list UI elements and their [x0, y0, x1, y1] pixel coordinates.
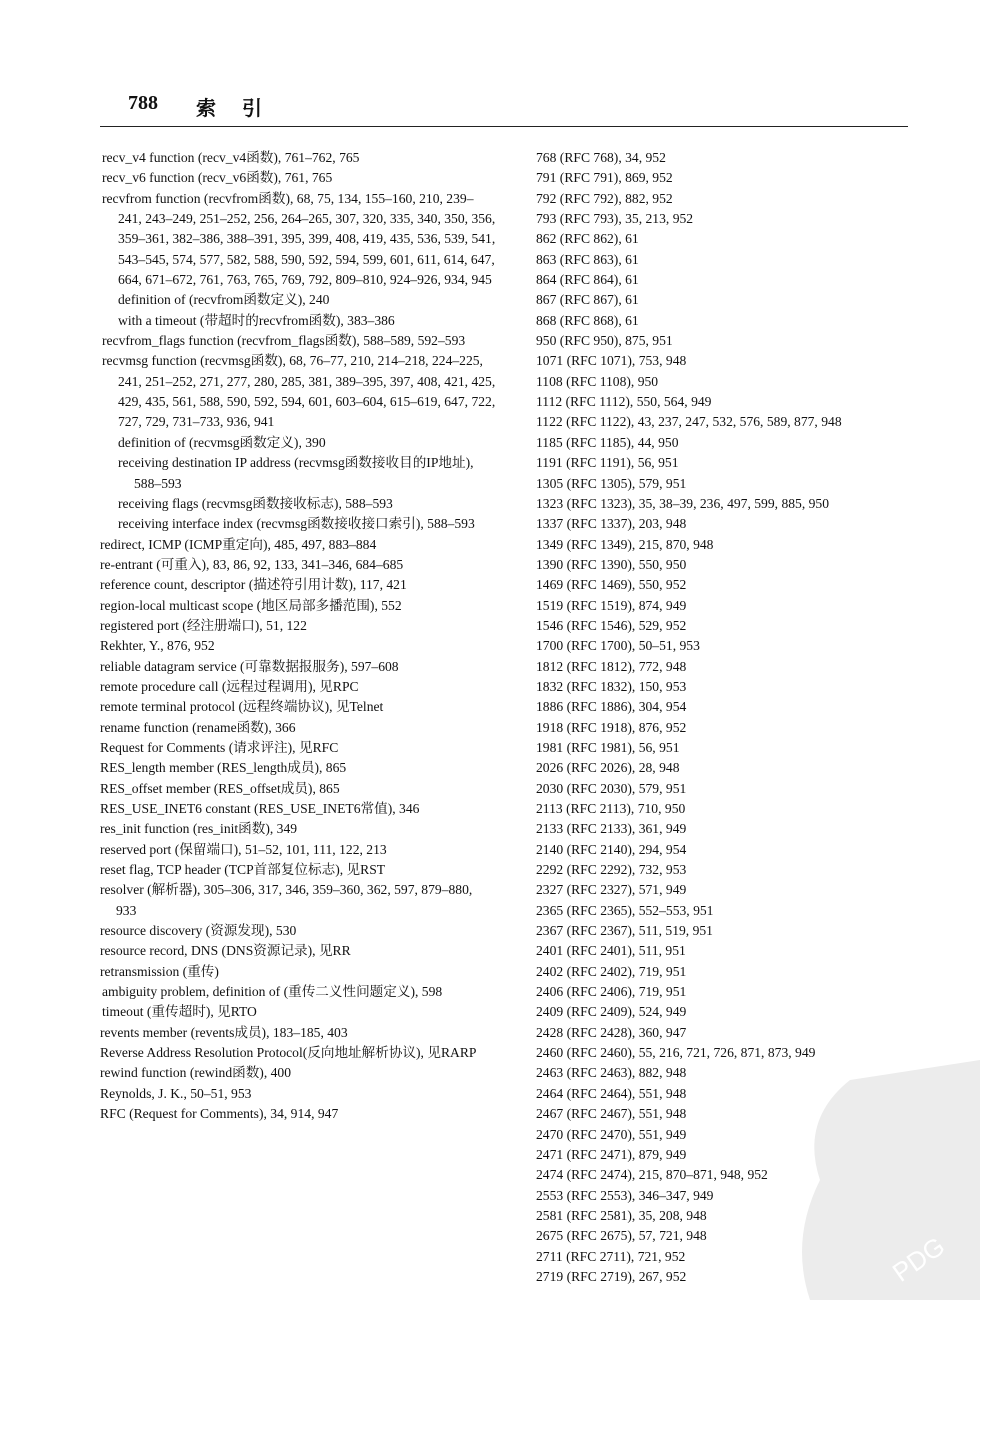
rfc-entry: 1390 (RFC 1390), 550, 950 — [536, 556, 687, 572]
index-entry: revents member (revents成员), 183–185, 403 — [100, 1024, 348, 1040]
index-entry: reserved port (保留端口), 51–52, 101, 111, 122, 213 — [100, 841, 387, 857]
rfc-entry: 867 (RFC 867), 61 — [536, 292, 639, 308]
index-entry: Rekhter, Y., 876, 952 — [100, 638, 215, 654]
rfc-entry: 2470 (RFC 2470), 551, 949 — [536, 1126, 687, 1142]
index-entry: remote terminal protocol (远程终端协议), 见Telnet — [100, 699, 384, 715]
rfc-entry: 1546 (RFC 1546), 529, 952 — [536, 617, 687, 633]
index-entry: receiving destination IP address (recvmsg函数接收目的IP地址), 588–593 — [118, 455, 474, 491]
index-entry: resource discovery (资源发现), 530 — [100, 923, 297, 939]
rfc-entry: 863 (RFC 863), 61 — [536, 251, 639, 267]
rfc-entry: 1812 (RFC 1812), 772, 948 — [536, 658, 687, 674]
page-number: 788 — [128, 92, 158, 114]
rfc-entry: 2367 (RFC 2367), 511, 519, 951 — [536, 923, 713, 939]
index-entry: reference count, descriptor (描述符引用计数), 117, 421 — [100, 577, 407, 593]
index-entry: ambiguity problem, definition of (重传二义性问题定义), 598 — [102, 984, 443, 1000]
rfc-entry: 1886 (RFC 1886), 304, 954 — [536, 699, 687, 715]
index-entry: rewind function (rewind函数), 400 — [100, 1065, 292, 1081]
index-entry: receiving flags (recvmsg函数接收标志), 588–593 — [118, 495, 393, 511]
rfc-entry: 2401 (RFC 2401), 511, 951 — [536, 943, 686, 959]
page-title: 索引 — [196, 98, 288, 120]
index-entry: res_init function (res_init函数), 349 — [100, 821, 298, 837]
watermark-seal — [780, 1060, 980, 1300]
index-entry: RFC (Request for Comments), 34, 914, 947 — [100, 1106, 339, 1122]
rfc-entry: 1918 (RFC 1918), 876, 952 — [536, 719, 687, 735]
rfc-entry: 2460 (RFC 2460), 55, 216, 721, 726, 871, 873, 949 — [536, 1045, 816, 1061]
rfc-entry: 2471 (RFC 2471), 879, 949 — [536, 1146, 687, 1162]
rfc-entry: 1981 (RFC 1981), 56, 951 — [536, 739, 680, 755]
rfc-entry: 2133 (RFC 2133), 361, 949 — [536, 821, 687, 837]
index-entry: recv_v4 function (recv_v4函数), 761–762, 765 — [102, 150, 360, 165]
index-entry: registered port (经注册端口), 51, 122 — [100, 617, 307, 633]
index-entry: with a timeout (带超时的recvfrom函数), 383–386 — [118, 312, 395, 328]
rfc-entry: 2026 (RFC 2026), 28, 948 — [536, 760, 680, 776]
rfc-entry: 2675 (RFC 2675), 57, 721, 948 — [536, 1228, 707, 1244]
index-entry: timeout (重传超时), 见RTO — [102, 1004, 257, 1020]
index-entry: receiving interface index (recvmsg函数接收接口索引), 588–593 — [118, 516, 475, 532]
index-entry: resource record, DNS (DNS资源记录), 见RR — [100, 943, 351, 959]
rfc-entry: 1519 (RFC 1519), 874, 949 — [536, 597, 687, 613]
rfc-entry: 2140 (RFC 2140), 294, 954 — [536, 841, 687, 857]
index-column-left — [96, 148, 496, 1125]
rfc-entry: 864 (RFC 864), 61 — [536, 272, 639, 288]
rfc-entry: 2467 (RFC 2467), 551, 948 — [536, 1106, 687, 1122]
index-entry: reliable datagram service (可靠数据报服务), 597–608 — [100, 658, 399, 674]
rfc-entry: 2327 (RFC 2327), 571, 949 — [536, 882, 687, 898]
rfc-entry: 1305 (RFC 1305), 579, 951 — [536, 475, 687, 491]
index-entry: recvfrom function (recvfrom函数), 68, 75, 134, 155–160, 210, 239–241, 243–249, 251–252, 256, 264–265, 307, 320, 335, 340, 350, 356, 359–361, 382–386, 388–391, 395, 399, 408, 419, 435, 536, 539, 541, 543–545, 574, 577, 582, 588, 590, 592, 594, 599, 601, 611, 614, 647, 664, 671–672, 761, 763, 765, 769, 792, 809–810, 924–926, 934, 945 — [102, 190, 496, 288]
rfc-entry: 2292 (RFC 2292), 732, 953 — [536, 862, 687, 878]
rfc-entry: 2464 (RFC 2464), 551, 948 — [536, 1085, 687, 1101]
rfc-entry: 2402 (RFC 2402), 719, 951 — [536, 963, 687, 979]
index-entry: reset flag, TCP header (TCP首部复位标志), 见RST — [100, 862, 386, 878]
rfc-entry: 862 (RFC 862), 61 — [536, 231, 639, 247]
rfc-entry: 1323 (RFC 1323), 35, 38–39, 236, 497, 599, 885, 950 — [536, 495, 830, 511]
index-entry: recvfrom_flags function (recvfrom_flags函数), 588–589, 592–593 — [102, 333, 466, 349]
rfc-entry: 2719 (RFC 2719), 267, 952 — [536, 1268, 687, 1284]
rfc-entry: 1337 (RFC 1337), 203, 948 — [536, 516, 687, 532]
rfc-entry: 768 (RFC 768), 34, 952 — [536, 150, 666, 165]
rfc-entry: 1349 (RFC 1349), 215, 870, 948 — [536, 536, 714, 552]
watermark-label: PDG — [886, 1230, 951, 1288]
rfc-entry: 1112 (RFC 1112), 550, 564, 949 — [536, 394, 712, 410]
rfc-entry: 2428 (RFC 2428), 360, 947 — [536, 1024, 687, 1040]
rfc-entry: 2365 (RFC 2365), 552–553, 951 — [536, 902, 714, 918]
index-entry: retransmission (重传) — [100, 963, 219, 979]
rfc-entry: 2409 (RFC 2409), 524, 949 — [536, 1004, 687, 1020]
index-entry: region-local multicast scope (地区局部多播范围), 552 — [100, 597, 402, 613]
rfc-entry: 1108 (RFC 1108), 950 — [536, 373, 659, 389]
index-entry: definition of (recvfrom函数定义), 240 — [118, 292, 330, 308]
rfc-entry: 2581 (RFC 2581), 35, 208, 948 — [536, 1207, 707, 1223]
rfc-entry: 868 (RFC 868), 61 — [536, 312, 639, 328]
index-entry: recvmsg function (recvmsg函数), 68, 76–77, 210, 214–218, 224–225, 241, 251–252, 271, 277, 280, 285, 381, 389–395, 397, 408, 421, 425, 429, 435, 561, 588, 590, 592, 594, 601, 603–604, 615–619, 647, 722, 727, 729, 731–733, 936, 941 — [102, 353, 496, 430]
index-entry: RES_USE_INET6 constant (RES_USE_INET6常值), 346 — [100, 801, 420, 816]
rfc-entry: 792 (RFC 792), 882, 952 — [536, 190, 673, 206]
rfc-entry: 793 (RFC 793), 35, 213, 952 — [536, 211, 694, 227]
rfc-entry: 2406 (RFC 2406), 719, 951 — [536, 984, 687, 1000]
rfc-entry: 2113 (RFC 2113), 710, 950 — [536, 801, 686, 816]
index-entry: RES_length member (RES_length成员), 865 — [100, 760, 347, 776]
index-entry: recv_v6 function (recv_v6函数), 761, 765 — [102, 170, 333, 186]
rfc-entry: 1832 (RFC 1832), 150, 953 — [536, 678, 687, 694]
rfc-entry: 2474 (RFC 2474), 215, 870–871, 948, 952 — [536, 1167, 768, 1183]
rfc-entry: 791 (RFC 791), 869, 952 — [536, 170, 673, 186]
index-entry: re-entrant (可重入), 83, 86, 92, 133, 341–346, 684–685 — [100, 556, 404, 572]
index-entry: Request for Comments (请求评注), 见RFC — [100, 739, 339, 755]
index-entry: rename function (rename函数), 366 — [100, 719, 296, 735]
header-rule — [100, 126, 908, 127]
rfc-entry: 1191 (RFC 1191), 56, 951 — [536, 455, 679, 471]
rfc-entry: 1185 (RFC 1185), 44, 950 — [536, 434, 679, 450]
rfc-entry: 950 (RFC 950), 875, 951 — [536, 333, 673, 349]
rfc-entry: 2711 (RFC 2711), 721, 952 — [536, 1248, 686, 1264]
page-header — [100, 92, 908, 126]
rfc-entry: 2553 (RFC 2553), 346–347, 949 — [536, 1187, 714, 1203]
index-entry: remote procedure call (远程过程调用), 见RPC — [100, 678, 359, 694]
rfc-entry: 1469 (RFC 1469), 550, 952 — [536, 577, 687, 593]
index-entry: RES_offset member (RES_offset成员), 865 — [100, 780, 340, 796]
index-entry: Reynolds, J. K., 50–51, 953 — [100, 1085, 252, 1101]
index-entry: redirect, ICMP (ICMP重定向), 485, 497, 883–884 — [100, 536, 377, 552]
index-entry: Reverse Address Resolution Protocol(反向地址解析协议), 见RARP — [100, 1045, 477, 1061]
rfc-entry: 1071 (RFC 1071), 753, 948 — [536, 353, 687, 369]
rfc-entry: 2030 (RFC 2030), 579, 951 — [536, 780, 687, 796]
rfc-entry: 1122 (RFC 1122), 43, 237, 247, 532, 576, 589, 877, 948 — [536, 414, 842, 430]
index-entry: definition of (recvmsg函数定义), 390 — [118, 434, 326, 450]
rfc-entry: 2463 (RFC 2463), 882, 948 — [536, 1065, 687, 1081]
rfc-entry: 1700 (RFC 1700), 50–51, 953 — [536, 638, 700, 654]
index-entry: resolver (解析器), 305–306, 317, 346, 359–360, 362, 597, 879–880, 933 — [100, 882, 473, 918]
